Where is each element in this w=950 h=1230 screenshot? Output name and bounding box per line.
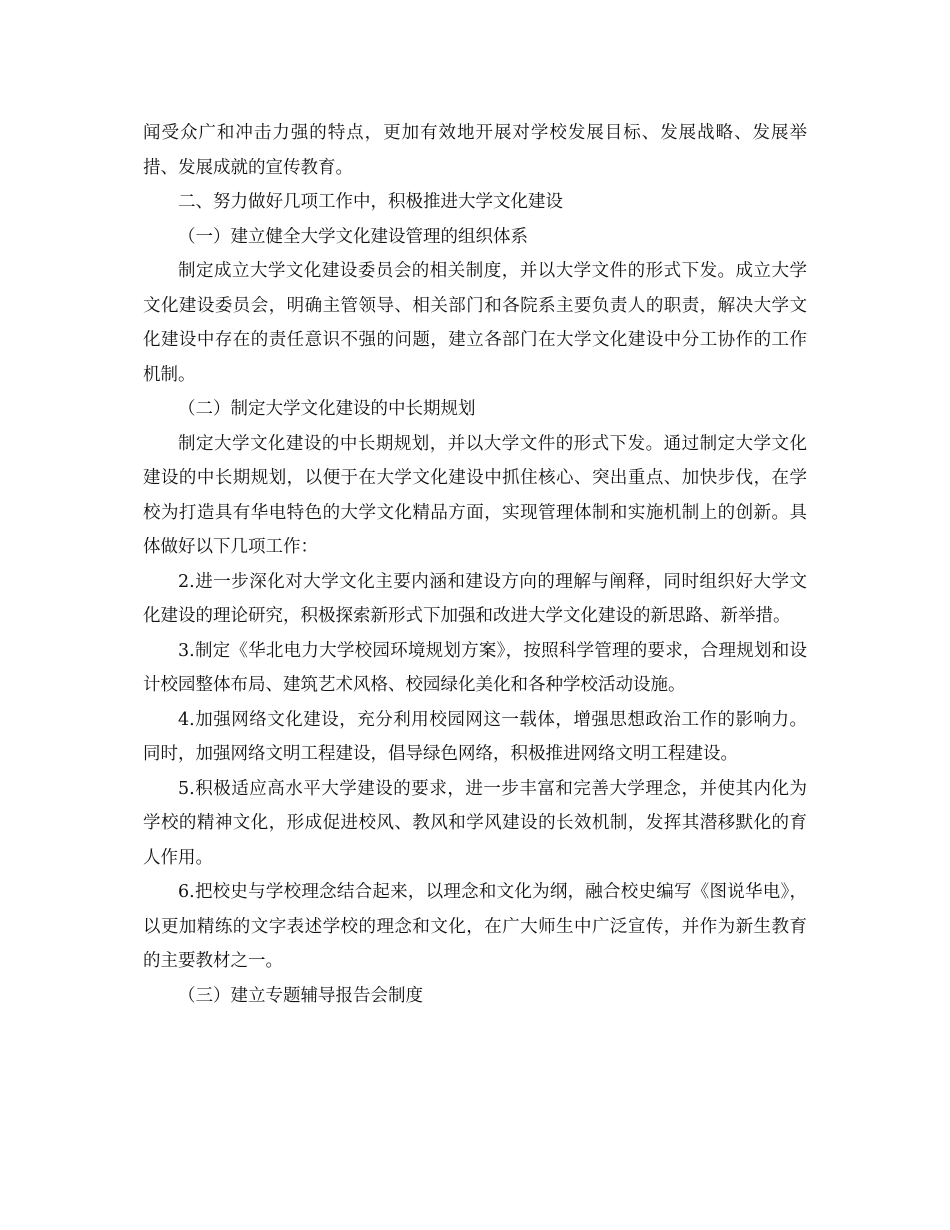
sub-heading-2: （二）制定大学文化建设的中长期规划 [178, 399, 476, 419]
sub-heading-1: （一）建立健全大学文化建设管理的组织体系 [178, 226, 528, 247]
list-item-4: 4.加强网络文化建设，充分利用校园网这一载体，增强思想政治工作的影响力。同时，加强网络文明工程建设，倡导绿色网络，积极推进网络文明工程建设。 [143, 709, 807, 764]
paragraph-continuation: 闻受众广和冲击力强的特点，更加有效地开展对学校发展目标、发展战略、发展举措、发展成就的宣传教育。 [143, 123, 807, 178]
list-item-6: 6.把校史与学校理念结合起来，以理念和文化为纲，融合校史编写《图说华电》，以更加精练的文字表述学校的理念和文化，在广大师生中广泛宣传，并作为新生教育的主要教材之一。 [143, 882, 807, 971]
list-item-5: 5.积极适应高水平大学建设的要求，进一步丰富和完善大学理念，并使其内化为学校的精神文化，形成促进校风、教风和学风建设的长效机制，发挥其潜移默化的育人作用。 [143, 778, 807, 868]
list-item-3: 3.制定《华北电力大学校园环境规划方案》，按照科学管理的要求，合理规划和设计校园整体布局、建筑艺术风格、校园绿化美化和各种学校活动设施。 [143, 640, 807, 695]
document-body [143, 116, 807, 1013]
sub-heading-3: （三）建立专题辅导报告会制度 [178, 985, 423, 1006]
paragraph-committee: 制定成立大学文化建设委员会的相关制度，并以大学文件的形式下发。成立大学文化建设委员会，明确主管领导、相关部门和各院系主要负责人的职责，解决大学文化建设中存在的责任意识不强的问题，建立各部门在大学文化建设中分工协作的工作机制。 [143, 261, 807, 385]
section-heading-2: 二、努力做好几项工作中，积极推进大学文化建设 [178, 192, 563, 212]
paragraph-long-term-plan: 制定大学文化建设的中长期规划，并以大学文件的形式下发。通过制定大学文化建设的中长期规划，以便于在大学文化建设中抓住核心、突出重点、加快步伐，在学校为打造具有华电特色的大学文化精品方面，实现管理体制和实施机制上的创新。具体做好以下几项工作： [143, 433, 807, 557]
list-item-2: 2.进一步深化对大学文化主要内涵和建设方向的理解与阐释，同时组织好大学文化建设的理论研究，积极探索新形式下加强和改进大学文化建设的新思路、新举措。 [143, 571, 807, 626]
